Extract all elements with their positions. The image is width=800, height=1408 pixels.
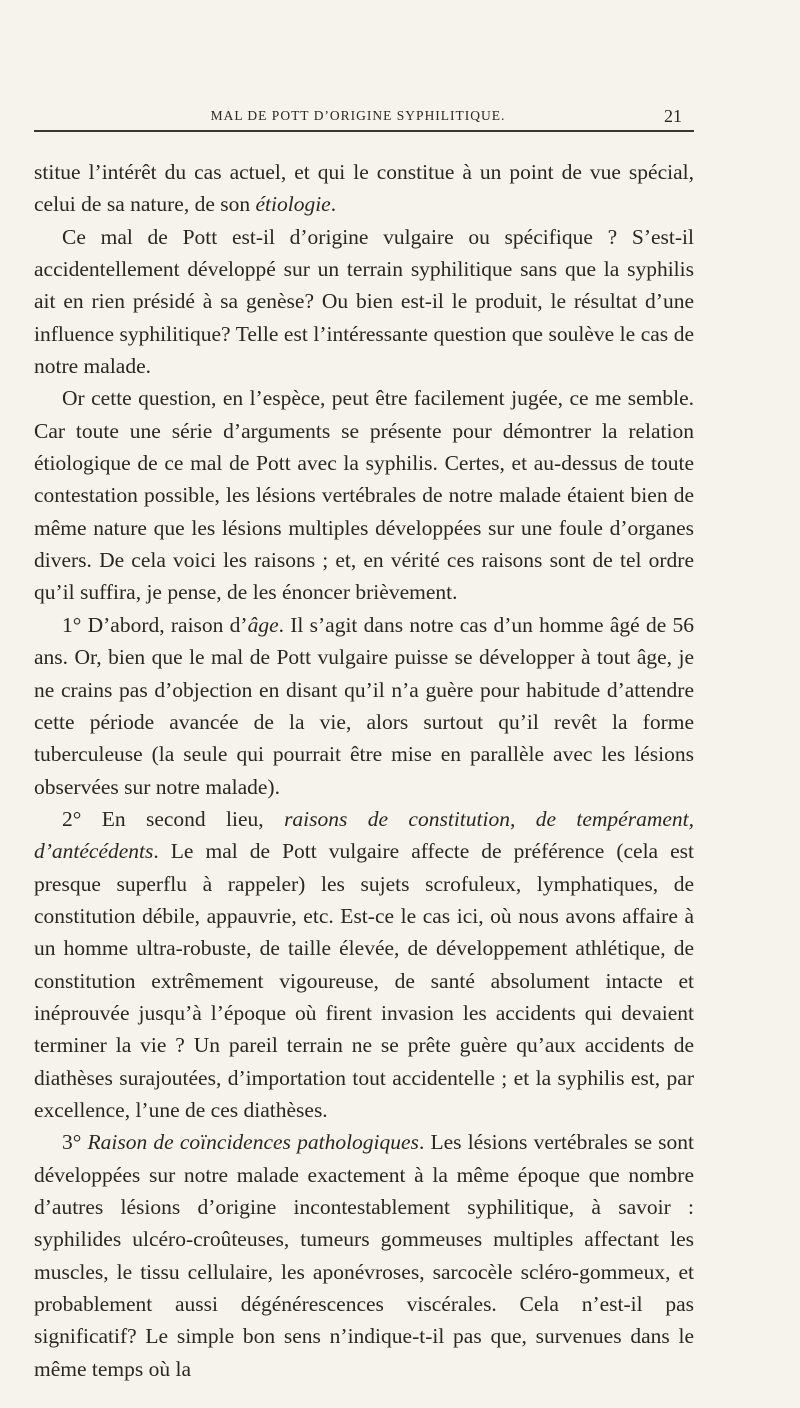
page-header	[34, 104, 682, 128]
italic-text: étiologie	[255, 192, 331, 217]
running-head: MAL DE POTT D’ORIGINE SYPHILITIQUE.	[210, 108, 506, 123]
paragraph	[34, 382, 694, 608]
text-run: 2° En second lieu,	[62, 806, 285, 831]
header-rule	[34, 130, 694, 132]
text-run: 1° D’abord, raison d’	[62, 612, 248, 637]
italic-text: âge	[247, 612, 279, 637]
text-run: Ce mal de Pott est-il d’origine vulgaire ou spécifique ? S’est-il accidentellement développé sur un terrain syphilitique sans que la syphilis ait en rien présidé à sa genèse? Ou bien est-il le produit, le résultat d’une influence syphilitique? Telle est l’intéressante question que soulève le cas de notre malade.	[34, 224, 694, 379]
paragraph	[34, 156, 694, 221]
text-run: Or cette question, en l’espèce, peut être facilement jugée, ce me semble. Car toute une série d’arguments se présente pour démontrer la relation étiologique de ce mal de Pott avec la syphilis. Certes, et au-dessus de toute contestation possible, les lésions vertébrales de notre malade étaient bien de même nature que les lésions multiples développées sur une foule d’organes divers. De cela voici les raisons ; et, en vérité ces raisons sont de tel ordre qu’il suffira, je pense, de les énoncer brièvement.	[34, 386, 694, 605]
text-run: stitue l’intérêt du cas actuel, et qui le constitue à un point de vue spécial, celui de sa nature, de son	[34, 160, 694, 217]
body-text	[34, 156, 694, 1385]
paragraph	[34, 1126, 694, 1385]
text-run: . Le mal de Pott vulgaire affecte de préférence (cela est presque superflu à rappeler) les sujets scrofuleux, lymphatiques, de constitution débile, appauvrie, etc. Est-ce le cas ici, où nous avons affaire à un homme ultra-robuste, de taille élevée, de développement athlétique, de constitution extrêmement vigoureuse, de santé absolument intacte et inéprouvée jusqu’à l’époque où firent invasion les accidents qui devaient terminer la vie ? Un pareil terrain ne se prête guère qu’aux accidents de diathèses surajoutées, d’importation tout accidentelle ; et la syphilis est, par excellence, l’une de ces diathèses.	[34, 839, 694, 1122]
paragraph	[34, 803, 694, 1126]
paragraph	[34, 221, 694, 383]
text-run: . Il s’agit dans notre cas d’un homme âgé de 56 ans. Or, bien que le mal de Pott vulgaire puisse se développer à tout âge, je ne crains pas d’objection en disant qu’il n’a guère pour habitude d’attendre cette période avancée de la vie, alors surtout qu’il revêt la forme tuberculeuse (la seule qui pourrait être mise en parallèle avec les lésions observées sur notre malade).	[34, 612, 694, 799]
page-number: 21	[664, 106, 682, 126]
text-run: . Les lésions vertébrales se sont développées sur notre malade exactement à la même époque que nombre d’autres lésions d’origine incontestablement syphilitique, à savoir : syphilides ulcéro-croûteuses, tumeurs gommeuses multiples affectant les muscles, le tissu cellulaire, les aponévroses, sarcocèle scléro-gommeux, et probablement aussi dégénérescences viscérales. Cela n’est-il pas significatif? Le simple bon sens n’indique-t-il pas que, survenues dans le même temps où la	[34, 1130, 695, 1381]
text-run: 3°	[62, 1130, 88, 1155]
italic-text: raisons de constitution, de tempérament, d’antécédents	[34, 806, 694, 864]
paragraph	[34, 609, 694, 803]
italic-text: Raison de coïncidences pathologiques	[87, 1130, 419, 1155]
text-run: .	[330, 192, 337, 217]
